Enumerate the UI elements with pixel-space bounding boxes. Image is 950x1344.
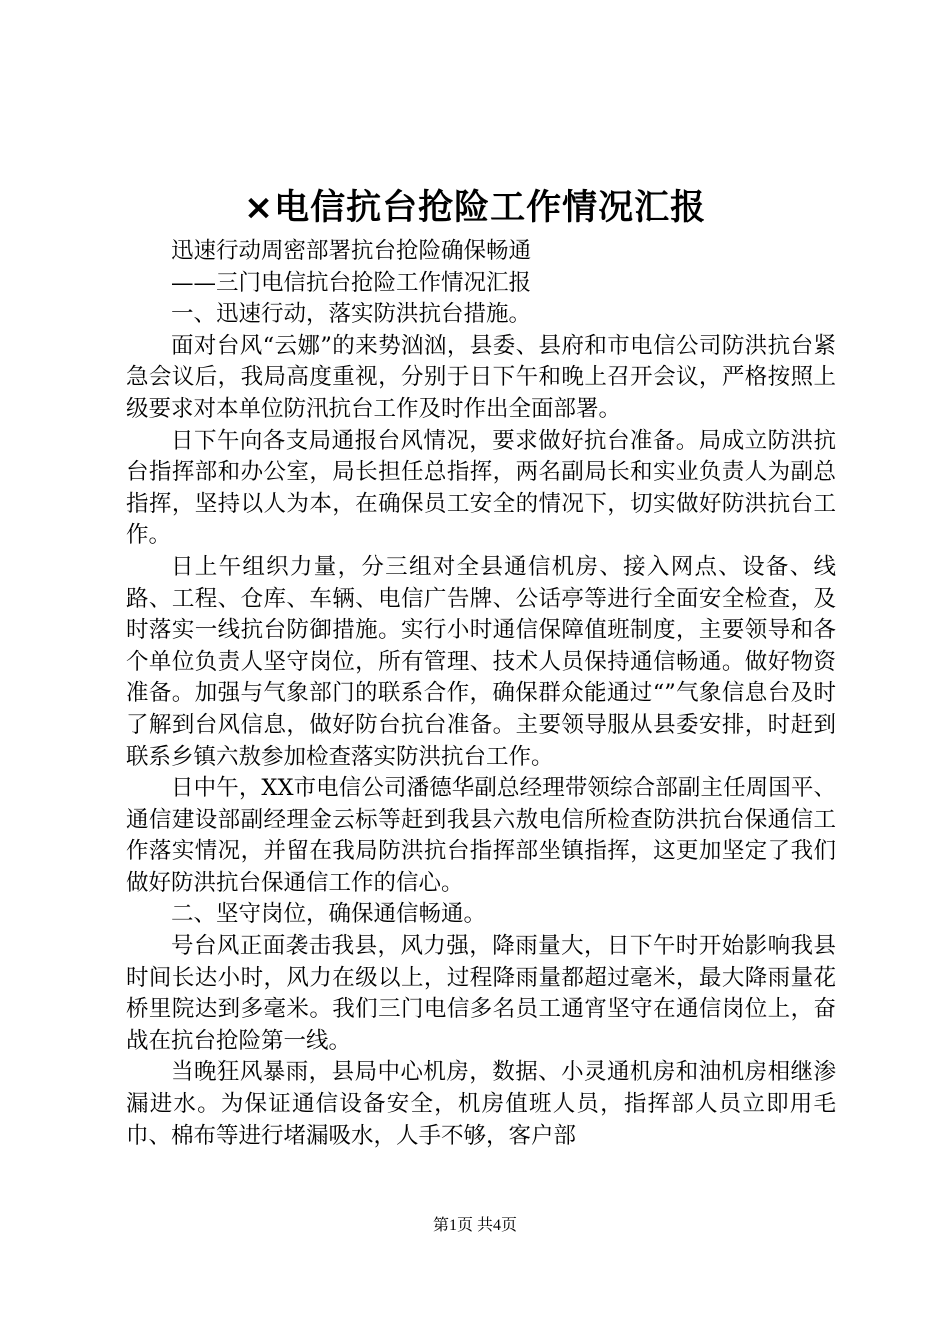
subtitle-line-1: 迅速行动周密部署抗台抢险确保畅通 — [171, 238, 532, 264]
paragraph: 号台风正面袭击我县，风力强，降雨量大，日下午时开始影响我县时间长达小时，风力在级以上，过程降雨量都超过毫米，最大降雨量花桥里院达到多毫米。我们三门电信多名员工通宵坚守在通信岗位上，奋战在抗台抢险第一线。 — [126, 933, 836, 1054]
paragraph: 日中午，XX市电信公司潘德华副总经理带领综合部副主任周国平、通信建设部副经理金云标等赶到我县六敖电信所检查防洪抗台保通信工作落实情况，并留在我局防洪抗台指挥部坐镇指挥，这更加坚定了我们做好防洪抗台保通信工作的信心。 — [126, 775, 836, 896]
page-footer: 第1页 共4页 — [432, 1217, 517, 1234]
section-heading-1: 一、迅速行动，落实防洪抗台措施。 — [171, 301, 532, 328]
paragraph: 面对台风“云娜”的来势汹汹，县委、县府和市电信公司防洪抗台紧急会议后，我局高度重视，分别于日下午和晚上召开会议，严格按照上级要求对本单位防汛抗台工作及时作出全面部署。 — [126, 332, 836, 422]
paragraph: 日下午向各支局通报台风情况，要求做好抗台准备。局成立防洪抗台指挥部和办公室，局长担任总指挥，两名副局长和实业负责人为副总指挥，坚持以人为本，在确保员工安全的情况下，切实做好防洪抗台工作。 — [126, 427, 836, 549]
subtitle-line-2: ——三门电信抗台抢险工作情况汇报 — [171, 269, 532, 296]
section-heading-2: 二、坚守岗位，确保通信畅通。 — [171, 901, 487, 928]
paragraph: 当晚狂风暴雨，县局中心机房，数据、小灵通机房和油机房相继渗漏进水。为保证通信设备安全，机房值班人员，指挥部人员立即用毛巾、棉布等进行堵漏吸水，人手不够，客户部 — [126, 1059, 836, 1149]
paragraph: 日上午组织力量，分三组对全县通信机房、接入网点、设备、线路、工程、仓库、车辆、电信广告牌、公话亭等进行全面安全检查，及时落实一线抗台防御措施。实行小时通信保障值班制度，主要领导和各个单位负责人坚守岗位，所有管理、技术人员保持通信畅通。做好物资准备。加强与气象部门的联系合作，确保群众能通过“”气象信息台及时了解到台风信息，做好防台抗台准备。主要领导服从县委安排，时赶到联系乡镇六敖参加检查落实防洪抗台工作。 — [126, 553, 836, 770]
document-title: ×电信抗台抢险工作情况汇报 — [243, 188, 707, 228]
document-body — [126, 236, 836, 1152]
